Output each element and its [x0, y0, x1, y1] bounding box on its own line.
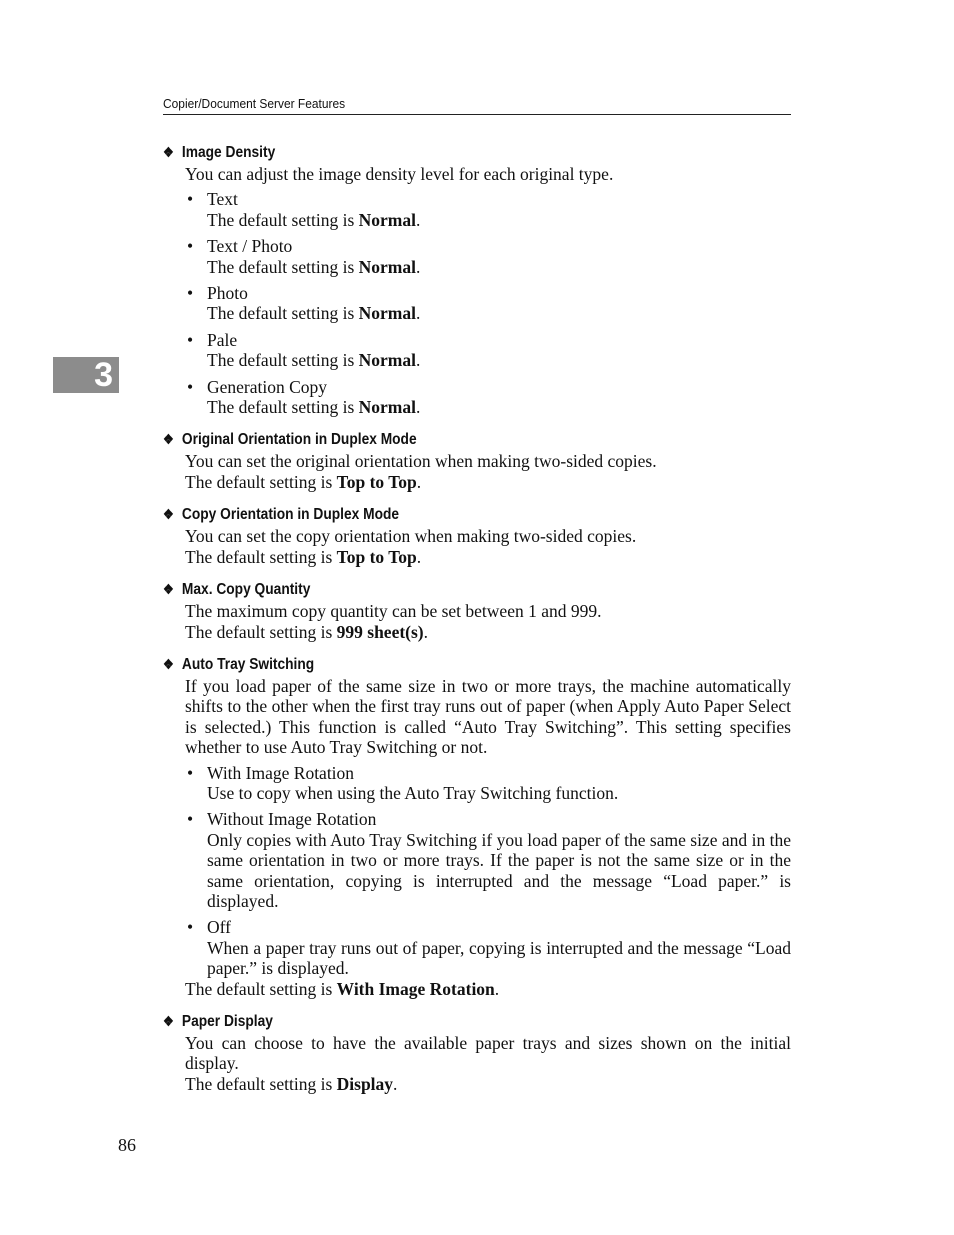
section-title: ❖ Max. Copy Quantity [163, 578, 703, 601]
header-rule [163, 114, 791, 115]
section-title: ❖ Image Density [163, 141, 703, 164]
list-item: • Photo The default setting is Normal. [185, 283, 791, 324]
list-item: • Without Image Rotation Only copies with Auto Tray Switching if you load paper of the same size and in the same orientation in two or more trays. If the paper is not the same size or in the same orientation, copying is interrupted and the message “Load paper.” is displayed. [185, 809, 791, 911]
list-item: • Text The default setting is Normal. [185, 189, 791, 230]
section-intro: If you load paper of the same size in two or more trays, the machine automatically shifts to the other when the first tray runs out of paper (when Apply Auto Paper Select is selected.) This function is called “Auto Tray Switching”. This setting specifies whether to use Auto Tray Switching or not. [185, 675, 791, 758]
diamond-bullet-icon: ❖ [163, 144, 174, 160]
diamond-bullet-icon: ❖ [163, 655, 174, 672]
section-title: ❖ Copy Orientation in Duplex Mode [163, 503, 703, 526]
bullet-list [185, 189, 791, 417]
section-auto-tray-switching [163, 653, 791, 999]
section-title: ❖ Auto Tray Switching [163, 653, 703, 676]
page-number: 86 [118, 1135, 136, 1155]
list-item: • Generation Copy The default setting is Normal. [185, 377, 791, 418]
list-item: • Text / Photo The default setting is Normal. [185, 236, 791, 277]
diamond-bullet-icon: ❖ [163, 506, 174, 523]
chapter-tab [53, 357, 119, 393]
section-title: ❖ Paper Display [163, 1010, 703, 1033]
section-title: ❖ Original Orientation in Duplex Mode [163, 428, 703, 451]
diamond-bullet-icon: ❖ [163, 1013, 174, 1029]
list-item: • Off When a paper tray runs out of paper, copying is interrupted and the message “Load paper.” is displayed. [185, 917, 791, 978]
section-max-copy-quantity [163, 578, 791, 642]
bullet-list [185, 763, 791, 979]
list-item: • Pale The default setting is Normal. [185, 330, 791, 371]
section-default: The default setting is With Image Rotation. [185, 978, 500, 999]
section-paper-display [163, 1010, 791, 1094]
section-intro: You can adjust the image density level for each original type. [185, 164, 614, 184]
diamond-bullet-icon: ❖ [163, 431, 174, 448]
page-content [163, 141, 791, 1105]
section-body: You can set the copy orientation when making two-sided copies. The default setting is Top to Top. [185, 526, 637, 567]
section-image-density [163, 141, 791, 417]
section-body: The maximum copy quantity can be set between 1 and 999. The default setting is 999 sheet(s). [185, 601, 602, 642]
list-item: • With Image Rotation Use to copy when using the Auto Tray Switching function. [185, 763, 791, 804]
section-body: You can set the original orientation when making two-sided copies. The default setting is Top to Top. [185, 451, 657, 492]
section-copy-orientation [163, 503, 791, 567]
section-body: You can choose to have the available paper trays and sizes shown on the initial display. The default setting is Display. [185, 1033, 791, 1094]
diamond-bullet-icon: ❖ [163, 581, 174, 598]
chapter-number: 3 [94, 356, 113, 394]
section-original-orientation [163, 428, 791, 492]
running-header: Copier/Document Server Features [163, 96, 346, 111]
